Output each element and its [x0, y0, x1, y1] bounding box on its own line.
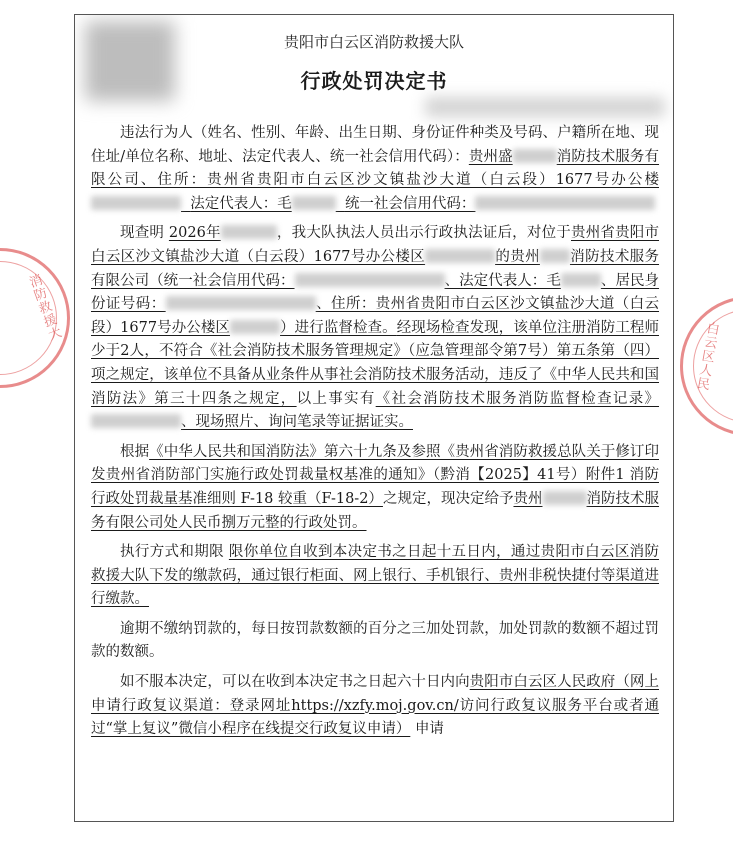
basis-lead: 根据	[120, 443, 150, 460]
redaction	[475, 196, 655, 210]
paragraph-findings	[91, 222, 659, 434]
official-seal-left	[0, 248, 70, 388]
redaction	[561, 273, 601, 287]
inspection-location: 贵州省贵阳市白云区沙文镇盐沙大道（白云段）1677号办公楼区	[91, 225, 660, 265]
violation-description: 经现场检查发现，该单位注册消防工程师少于2人，不符合《社会消防技术服务管理规定》（应急管理部令第7号）第五条第（四）项之规定，该单位不具备从业条件从事社会消防技术服务活动，违反了《中华人民共和国消防法》第三十四条之规定，	[91, 319, 659, 407]
redaction	[230, 320, 280, 334]
official-seal-right	[680, 296, 733, 436]
redaction	[543, 491, 587, 505]
violator-lead: 违法行为人（姓名、性别、年龄、出生日期、身份证件种类及号码、户籍所在地、现住址/单位名称、地址、法定代表人、统一社会信用代码）：	[91, 125, 659, 165]
decision-lead: 之规定，现决定给予	[382, 490, 514, 507]
redaction	[295, 273, 445, 287]
document-title: 行政处罚决定书	[300, 69, 448, 93]
payment-lead: 执行方式和期限	[120, 544, 224, 561]
company-name-start: 贵州盛	[468, 148, 513, 165]
appeal-channel: 贵阳市白云区人民政府（网上申请行政复议渠道：登录网址https://xzfy.moj.gov.cn/访问行政复议服务平台或者通过“掌上复议”微信小程序在线提交行政复议申请）	[91, 674, 660, 738]
paragraph-appeal	[91, 671, 659, 742]
paragraph-basis	[91, 441, 659, 535]
paragraph-late-penalty: 逾期不缴纳罚款的，每日按罚款数额的百分之三加处罚款，加处罚款的数额不超过罚款的数额。	[91, 620, 659, 661]
company-address: 消防技术服务有限公司、住所：贵州省贵阳市白云区沙文镇盐沙大道（白云段）1677号办公楼	[91, 148, 660, 189]
credit-code-label: 统一社会信用代码：	[344, 195, 476, 212]
evidence-items: 、现场照片、询问笔录等证据证实。	[181, 414, 413, 431]
company-prefix: 的贵州	[495, 248, 540, 265]
findings-details	[91, 225, 659, 406]
redaction	[91, 196, 181, 210]
penalized-company-prefix: 贵州	[513, 490, 543, 507]
redaction	[425, 249, 495, 263]
inspection-action: ）进行监督检查。	[280, 319, 397, 336]
legal-rep: 法定代表人：毛	[190, 195, 292, 212]
document-body	[91, 122, 659, 742]
findings-text: ，我大队执法人员出示行政执法证后，对位于	[276, 225, 571, 242]
id-label: 、居民身份证号码：	[91, 272, 660, 313]
decision-document	[74, 14, 674, 822]
findings-date	[169, 225, 277, 241]
legal-rep-2: 、法定代表人：毛	[444, 272, 561, 289]
penalty-amount: 消防技术服务有限公司处人民币捌万元整的行政处罚。	[91, 490, 660, 531]
company-credit: 消防技术服务有限公司（统一社会信用代码：	[91, 248, 660, 289]
inspection-record: 《社会消防技术服务消防监督检查记录》	[375, 390, 660, 407]
company-residence: 、住所：贵州省贵阳市白云区沙文镇盐沙大道（白云段）1677号办公楼区	[91, 296, 660, 336]
redaction	[292, 196, 336, 210]
redaction	[91, 414, 181, 428]
paragraph-violator	[91, 122, 659, 216]
paragraph-payment	[91, 541, 659, 612]
payment-terms: 限你单位自收到本决定书之日起十五日内，通过贵阳市白云区消防救援大队下发的缴款码，通过银行柜面、网上银行、手机银行、贵州非税快捷付等渠道进行缴款。	[91, 544, 660, 608]
redaction	[513, 149, 557, 163]
evidence-lead: 以上事实有	[296, 390, 376, 407]
appeal-tail: 申请	[414, 721, 444, 738]
redaction	[166, 296, 316, 310]
redaction	[221, 225, 277, 239]
redacted-document-number	[425, 97, 665, 117]
date-year: 2026年	[168, 225, 221, 242]
seal-right-text: 白云区人民	[693, 320, 720, 392]
issuing-organization: 贵阳市白云区消防救援大队	[283, 33, 464, 51]
seal-left-text: 消防救援大	[24, 272, 63, 344]
appeal-lead: 如不服本决定，可以在收到本决定书之日起六十日内向	[120, 674, 470, 691]
findings-lead: 现查明	[120, 225, 165, 242]
redaction	[540, 249, 570, 263]
legal-basis: 《中华人民共和国消防法》第六十九条及参照《贵州省消防救援总队关于修订印发贵州省消防部门实施行政处罚裁量权基准的通知》（黔消【2025】41号）附件1 消防行政处罚裁量基准细则 F-18 较重（F-18-2）	[91, 443, 659, 507]
